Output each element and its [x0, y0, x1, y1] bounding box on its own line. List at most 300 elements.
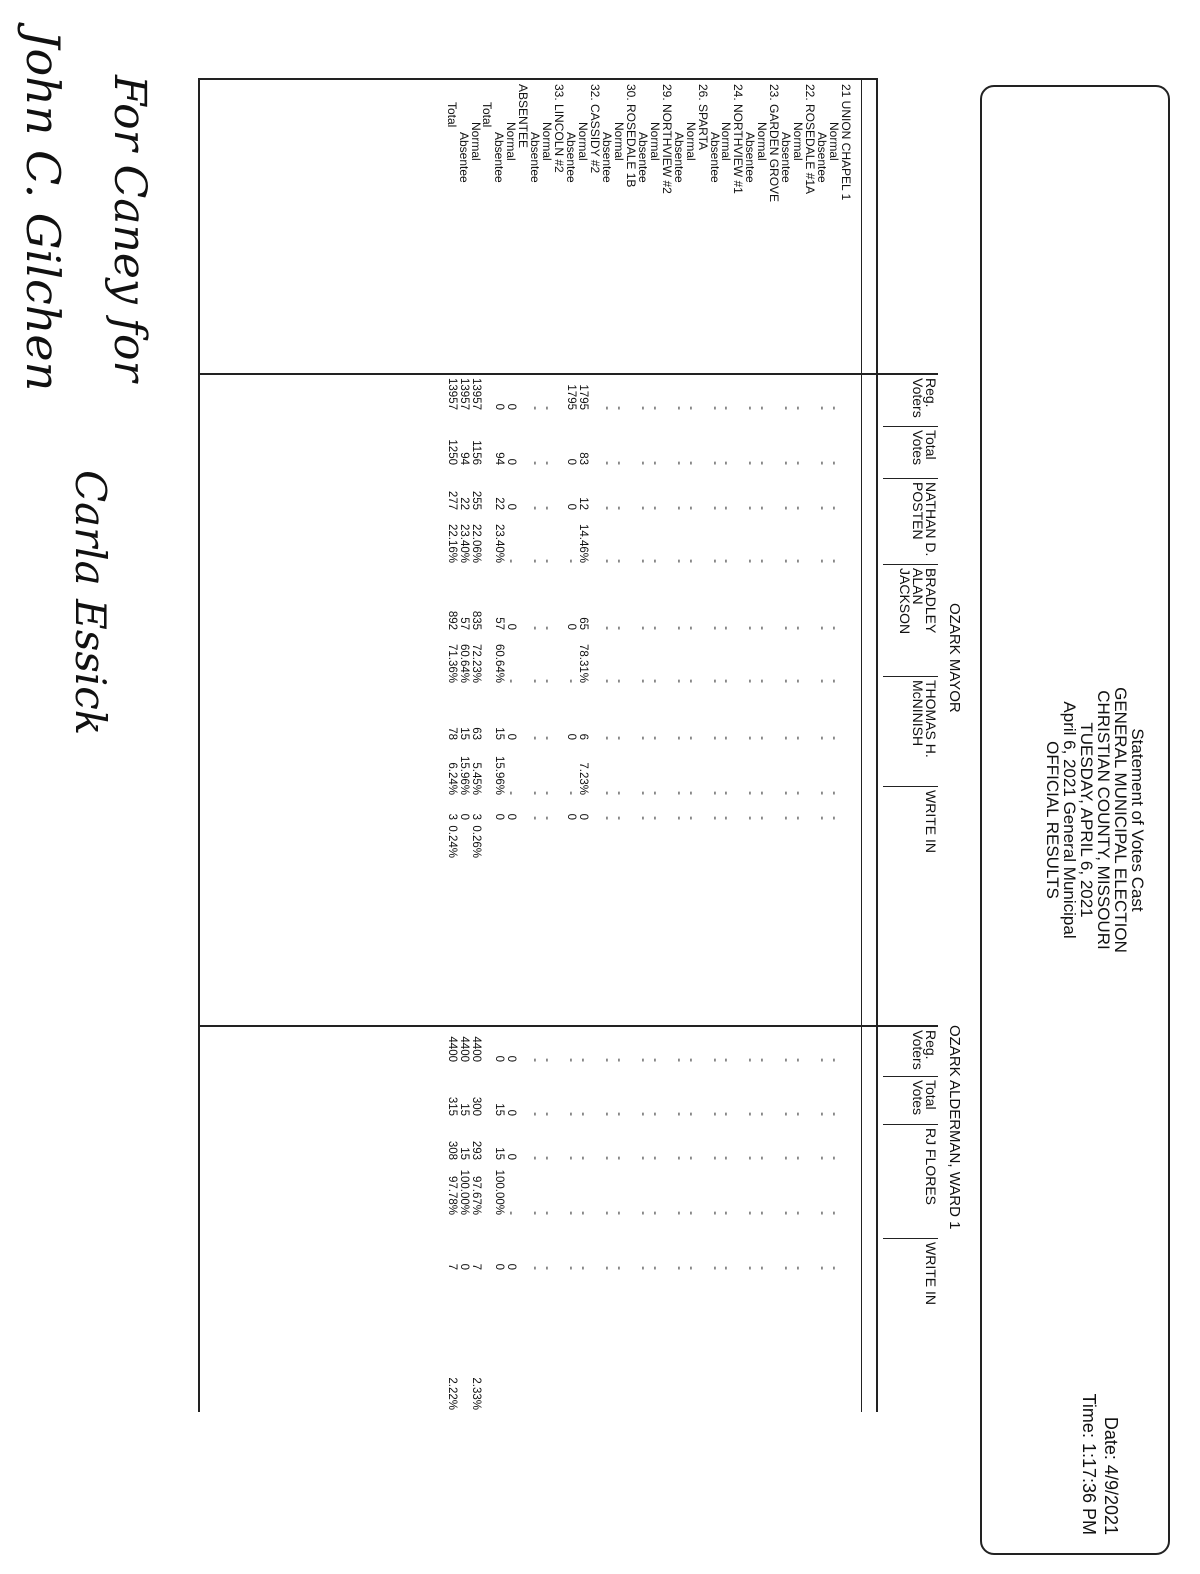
alderman-cell: - [565, 1058, 578, 1062]
alderman-cell: 4400 [445, 1036, 458, 1062]
mayor-cell: - [505, 679, 518, 683]
header-line: TUESDAY, APRIL 6, 2021 [1077, 722, 1096, 918]
alderman-cell: - [780, 1266, 793, 1270]
column-header-divider [883, 426, 938, 427]
mayor-cell: - [828, 406, 841, 410]
alderman-writein-pct: 2.33% [469, 1377, 482, 1410]
mayor-cell: - [505, 791, 518, 795]
alderman-cell: - [565, 1211, 578, 1215]
mayor-cell: 57 [493, 617, 506, 630]
mayor-cell: - [744, 461, 757, 465]
mayor-cell: - [792, 736, 805, 740]
alderman-cell: - [684, 1156, 697, 1160]
alderman-cell: 15 [493, 1147, 506, 1160]
alderman-cell: - [708, 1211, 721, 1215]
precinct-label: Absentee [528, 132, 543, 183]
mayor-cell: 0 [505, 813, 518, 820]
alderman-cell: - [720, 1211, 733, 1215]
mayor-cell: - [744, 506, 757, 510]
alderman-cell: - [828, 1156, 841, 1160]
alderman-cell: - [708, 1058, 721, 1062]
mayor-cell: 0 [505, 623, 518, 630]
alderman-cell: - [529, 1156, 542, 1160]
mayor-cell: 0 [577, 813, 590, 820]
alderman-cell: - [720, 1266, 733, 1270]
mayor-cell: - [612, 559, 625, 563]
alderman-cell: 300 [469, 1096, 482, 1116]
alderman-cell: - [636, 1156, 649, 1160]
mayor-cell: - [636, 406, 649, 410]
mayor-cell: 13957 [445, 378, 458, 410]
alderman-cell: - [636, 1211, 649, 1215]
alderman-column-header: Total Votes [910, 1080, 939, 1116]
mayor-cell: 1795 [565, 384, 578, 410]
mayor-cell: - [601, 679, 613, 683]
mayor-cell: - [684, 679, 697, 683]
report-title-block [1044, 87, 1146, 1553]
alderman-cell: 0 [505, 1109, 518, 1116]
mayor-cell: 12 [577, 497, 590, 510]
mayor-cell: 3 [445, 813, 458, 820]
mayor-cell: - [780, 679, 793, 683]
alderman-cell: - [792, 1266, 805, 1270]
precinct-label: Absentee [564, 132, 579, 183]
mayor-cell: 57 [457, 617, 470, 630]
alderman-cell: - [577, 1112, 590, 1116]
mayor-cell: - [636, 626, 649, 630]
column-header-divider [883, 1238, 938, 1239]
mayor-cell: - [816, 816, 829, 820]
mayor-cell: 22 [493, 497, 506, 510]
alderman-cell: 7 [445, 1263, 458, 1270]
mayor-cell: - [529, 816, 542, 820]
mayor-cell: - [636, 791, 649, 795]
mayor-cell: - [756, 816, 769, 820]
mayor-cell: - [672, 679, 685, 683]
mayor-cell: 835 [469, 610, 482, 630]
signature-2: Carla Essick [66, 470, 115, 736]
mayor-cell: - [672, 506, 685, 510]
alderman-cell: - [756, 1058, 769, 1062]
alderman-cell: - [828, 1266, 841, 1270]
alderman-cell: - [780, 1156, 793, 1160]
precinct-label: Normal [791, 122, 806, 161]
alderman-cell: - [577, 1211, 590, 1215]
alderman-cell: - [828, 1211, 841, 1215]
mayor-cell: 83 [577, 452, 590, 465]
alderman-cell: 0 [493, 1055, 506, 1062]
mayor-cell: - [648, 791, 661, 795]
mayor-cell: - [612, 791, 625, 795]
alderman-cell: - [541, 1156, 554, 1160]
alderman-cell: 100.00% [457, 1169, 470, 1215]
mayor-cell: 0 [457, 813, 470, 820]
precinct-label: Normal [540, 122, 555, 161]
alderman-cell: - [720, 1058, 733, 1062]
alderman-cell: 97.78% [445, 1175, 458, 1215]
mayor-cell: 277 [445, 490, 458, 510]
mayor-cell: - [828, 791, 841, 795]
mayor-cell: - [816, 679, 829, 683]
mayor-cell: - [792, 461, 805, 465]
mayor-cell: 0 [565, 503, 578, 510]
mayor-cell: - [816, 626, 829, 630]
mayor-cell: - [744, 791, 757, 795]
mayor-cell: - [648, 679, 661, 683]
mayor-cell: - [541, 736, 554, 740]
alderman-cell: - [601, 1266, 613, 1270]
header-line: CHRISTIAN COUNTY, MISSOURI [1094, 690, 1113, 950]
alderman-cell: - [816, 1266, 829, 1270]
alderman-cell: - [577, 1156, 590, 1160]
alderman-cell: - [744, 1058, 757, 1062]
mayor-cell: - [529, 506, 542, 510]
alderman-cell: - [744, 1211, 757, 1215]
mayor-cell: - [792, 626, 805, 630]
mayor-cell: 78.31% [577, 643, 590, 683]
mayor-cell: - [828, 736, 841, 740]
alderman-cell: - [816, 1156, 829, 1160]
precinct-label: 26. SPARTA [695, 84, 710, 151]
alderman-cell: - [756, 1156, 769, 1160]
mayor-cell: - [529, 791, 542, 795]
alderman-cell: 293 [469, 1140, 482, 1160]
alderman-writein-pct: 2.22% [445, 1377, 458, 1410]
column-header-divider [883, 1076, 938, 1077]
mayor-cell: - [541, 559, 554, 563]
mayor-cell: - [816, 406, 829, 410]
mayor-cell: - [780, 791, 793, 795]
mayor-cell: - [828, 559, 841, 563]
alderman-cell: - [529, 1211, 542, 1215]
mayor-cell: - [708, 559, 721, 563]
mayor-cell: - [756, 461, 769, 465]
mayor-cell: - [708, 461, 721, 465]
alderman-cell: - [648, 1058, 661, 1062]
signature-3: John C. Gilchen [16, 30, 70, 392]
mayor-cell: - [816, 461, 829, 465]
alderman-column-header: WRITE IN [923, 1242, 939, 1305]
alderman-cell: 100.00% [493, 1169, 506, 1215]
precinct-label: Normal [827, 122, 842, 161]
mayor-cell: 13957 [457, 378, 470, 410]
alderman-cell: - [756, 1211, 769, 1215]
alderman-cell: 0 [457, 1263, 470, 1270]
precinct-label: Absentee [492, 132, 507, 183]
alderman-cell: - [792, 1156, 805, 1160]
precinct-label: ABSENTEE [516, 84, 531, 149]
precinct-label: 24. NORTHVIEW #1 [731, 84, 746, 194]
mayor-cell: - [744, 626, 757, 630]
mayor-cell: - [636, 679, 649, 683]
mayor-cell: - [601, 461, 613, 465]
mayor-cell: - [780, 406, 793, 410]
alderman-cell: - [577, 1058, 590, 1062]
mayor-writein-pct: 0.24% [445, 825, 458, 858]
mayor-cell: 60.64% [457, 643, 470, 683]
mayor-cell: - [684, 406, 697, 410]
mayor-column-header: Reg. Voters [910, 378, 939, 418]
mayor-cell: - [541, 406, 554, 410]
mayor-cell: - [828, 679, 841, 683]
alderman-cell: - [636, 1112, 649, 1116]
mayor-cell: - [828, 461, 841, 465]
mayor-cell: - [565, 791, 578, 795]
precinct-label: Normal [576, 122, 591, 161]
mayor-cell: - [780, 816, 793, 820]
header-line: Statement of Votes Cast [1128, 728, 1147, 912]
mayor-cell: 0 [565, 813, 578, 820]
alderman-cell: 315 [445, 1096, 458, 1116]
mayor-column-header: WRITE IN [923, 790, 939, 853]
mayor-cell: - [529, 559, 542, 563]
mayor-cell: - [744, 559, 757, 563]
precinct-label: Normal [719, 122, 734, 161]
alderman-cell: - [792, 1058, 805, 1062]
mayor-cell: - [636, 506, 649, 510]
mayor-cell: - [792, 816, 805, 820]
mayor-cell: - [744, 816, 757, 820]
mayor-cell: - [648, 461, 661, 465]
header-line: April 6, 2021 General Municipal [1060, 701, 1079, 939]
mayor-cell: 65 [577, 617, 590, 630]
mayor-cell: 94 [493, 452, 506, 465]
mayor-cell: - [601, 791, 613, 795]
mayor-cell: - [601, 816, 613, 820]
mayor-cell: - [672, 559, 685, 563]
mayor-cell: - [648, 626, 661, 630]
alderman-cell: - [577, 1266, 590, 1270]
mayor-cell: - [708, 626, 721, 630]
alderman-cell: - [672, 1266, 685, 1270]
mayor-cell: - [816, 506, 829, 510]
mayor-cell: 1795 [577, 384, 590, 410]
column-header-divider [883, 676, 938, 677]
mayor-column-header: Total Votes [910, 430, 939, 466]
alderman-cell: - [601, 1211, 613, 1215]
alderman-cell: - [529, 1266, 542, 1270]
precinct-label: 22. ROSEDALE #1A [803, 84, 818, 195]
alderman-cell: - [720, 1156, 733, 1160]
header-line: GENERAL MUNICIPAL ELECTION [1111, 687, 1130, 953]
alderman-cell: - [565, 1266, 578, 1270]
mayor-cell: - [720, 679, 733, 683]
mayor-cell: - [720, 816, 733, 820]
alderman-cell: - [816, 1112, 829, 1116]
precinct-label: Absentee [635, 132, 650, 183]
mayor-cell: 7.23% [577, 762, 590, 795]
mayor-cell: 23.40% [457, 523, 470, 563]
mayor-cell: 6.24% [445, 762, 458, 795]
alderman-cell: - [565, 1156, 578, 1160]
mayor-cell: - [505, 559, 518, 563]
mayor-cell: - [541, 816, 554, 820]
contest-title-mayor: OZARK MAYOR [946, 603, 963, 713]
mayor-cell: 0 [505, 503, 518, 510]
mayor-cell: - [756, 679, 769, 683]
mayor-cell: - [612, 626, 625, 630]
mayor-cell: - [672, 736, 685, 740]
mayor-cell: - [672, 816, 685, 820]
mayor-cell: - [529, 626, 542, 630]
mayor-cell: - [708, 791, 721, 795]
mayor-cell: 1250 [445, 439, 458, 465]
alderman-cell: - [708, 1112, 721, 1116]
alderman-cell: - [684, 1266, 697, 1270]
mayor-cell: - [828, 506, 841, 510]
mayor-cell: 1156 [469, 440, 482, 465]
mayor-cell: 892 [445, 610, 458, 630]
alderman-cell: 308 [445, 1140, 458, 1160]
mayor-cell: - [720, 559, 733, 563]
mayor-cell: - [612, 736, 625, 740]
mayor-cell: - [780, 559, 793, 563]
contest-title-alderman: OZARK ALDERMAN, WARD 1 [946, 1025, 963, 1230]
precinct-label: 21 UNION CHAPEL 1 [839, 84, 853, 201]
alderman-cell: - [672, 1112, 685, 1116]
alderman-cell: - [816, 1058, 829, 1062]
mayor-cell: - [780, 461, 793, 465]
mayor-cell: 60.64% [493, 643, 506, 683]
precinct-label: Absentee [779, 132, 794, 183]
precinct-label: Absentee [743, 132, 758, 183]
alderman-cell: - [648, 1156, 661, 1160]
alderman-cell: - [541, 1211, 554, 1215]
mayor-cell: - [601, 626, 613, 630]
mayor-column-header: THOMAS H. McNINISH [910, 680, 939, 758]
mayor-cell: - [636, 559, 649, 563]
alderman-cell: 0 [505, 1055, 518, 1062]
mayor-cell: - [612, 679, 625, 683]
mayor-cell: 72.23% [469, 643, 482, 683]
mayor-cell: 0 [505, 733, 518, 740]
mayor-cell: - [744, 736, 757, 740]
column-header-divider [883, 564, 938, 565]
alderman-cell: - [601, 1156, 613, 1160]
alderman-cell: - [612, 1211, 625, 1215]
alderman-column-header: Reg. Voters [910, 1030, 939, 1070]
mayor-cell: - [744, 406, 757, 410]
mayor-cell: - [612, 506, 625, 510]
report-header-box [980, 85, 1170, 1555]
alderman-cell: - [648, 1266, 661, 1270]
alderman-cell: - [648, 1112, 661, 1116]
mayor-cell: - [672, 406, 685, 410]
alderman-cell: - [612, 1156, 625, 1160]
mayor-cell: - [828, 816, 841, 820]
alderman-cell: 15 [457, 1147, 470, 1160]
mayor-cell: - [792, 791, 805, 795]
alderman-cell: 4400 [457, 1036, 470, 1062]
mayor-cell: - [756, 406, 769, 410]
mayor-cell: - [612, 461, 625, 465]
mayor-cell: 0 [565, 623, 578, 630]
table-top-rule [876, 78, 878, 1412]
mayor-column-header: NATHAN D. POSTEN [910, 482, 939, 557]
mayor-cell: - [756, 559, 769, 563]
alderman-cell: - [672, 1058, 685, 1062]
mayor-cell: - [708, 736, 721, 740]
mayor-cell: - [720, 506, 733, 510]
alderman-cell: - [636, 1266, 649, 1270]
mayor-cell: - [541, 461, 554, 465]
mayor-cell: - [720, 461, 733, 465]
mayor-cell: - [780, 506, 793, 510]
precinct-label: Absentee [600, 132, 614, 183]
mayor-cell: - [601, 506, 613, 510]
alderman-cell: - [636, 1058, 649, 1062]
precinct-label: Normal [683, 122, 698, 161]
alderman-cell: 0 [493, 1263, 506, 1270]
alderman-cell: - [541, 1266, 554, 1270]
mayor-cell: - [684, 816, 697, 820]
mayor-cell: - [601, 559, 613, 563]
mayor-writein-pct: 0.26% [469, 825, 482, 858]
mayor-cell: - [708, 506, 721, 510]
mayor-cell: 63 [469, 727, 482, 740]
mayor-cell: - [636, 816, 649, 820]
mayor-cell: 22.16% [445, 523, 458, 563]
mayor-cell: - [708, 406, 721, 410]
mayor-cell: - [541, 791, 554, 795]
alderman-cell: - [744, 1266, 757, 1270]
mayor-cell: - [684, 626, 697, 630]
mayor-cell: 22 [457, 497, 470, 510]
mayor-cell: 3 [469, 813, 482, 820]
precinct-label: Total [480, 102, 495, 128]
table-left-edge [200, 78, 878, 80]
mayor-cell: - [792, 506, 805, 510]
alderman-cell: 15 [457, 1103, 470, 1116]
alderman-cell: - [648, 1211, 661, 1215]
mayor-cell: - [792, 406, 805, 410]
alderman-cell: - [828, 1058, 841, 1062]
alderman-cell: - [601, 1112, 613, 1116]
mayor-cell: 13957 [469, 378, 482, 410]
precinct-label: Absentee [815, 132, 830, 183]
alderman-cell: - [792, 1211, 805, 1215]
mayor-cell: 78 [445, 727, 458, 740]
precinct-label: Absentee [456, 132, 471, 183]
alderman-cell: - [612, 1058, 625, 1062]
mayor-cell: - [816, 736, 829, 740]
header-line: OFFICIAL RESULTS [1043, 741, 1062, 899]
table-header-rule [861, 78, 862, 1412]
mayor-cell: - [636, 461, 649, 465]
column-header-divider [883, 786, 938, 787]
report-time: Time: 1:17:36 PM [1079, 1393, 1099, 1535]
precinct-label: 29. NORTHVIEW #2 [659, 84, 674, 194]
mayor-cell: - [720, 736, 733, 740]
alderman-cell: 97.67% [469, 1175, 482, 1215]
mayor-cell: - [612, 406, 625, 410]
mayor-cell: - [529, 679, 542, 683]
alderman-cell: - [708, 1156, 721, 1160]
mayor-cell: - [792, 559, 805, 563]
signature-1: For Caney for [104, 75, 155, 382]
mayor-cell: - [529, 406, 542, 410]
precinct-label: Absentee [707, 132, 722, 183]
mayor-cell: - [684, 559, 697, 563]
alderman-cell: - [756, 1112, 769, 1116]
alderman-cell: - [780, 1058, 793, 1062]
mayor-cell: 15.96% [457, 755, 470, 795]
alderman-cell: - [828, 1112, 841, 1116]
mayor-cell: - [672, 461, 685, 465]
mayor-cell: - [541, 626, 554, 630]
mayor-cell: - [708, 816, 721, 820]
table-bottom-rule [198, 78, 200, 1412]
